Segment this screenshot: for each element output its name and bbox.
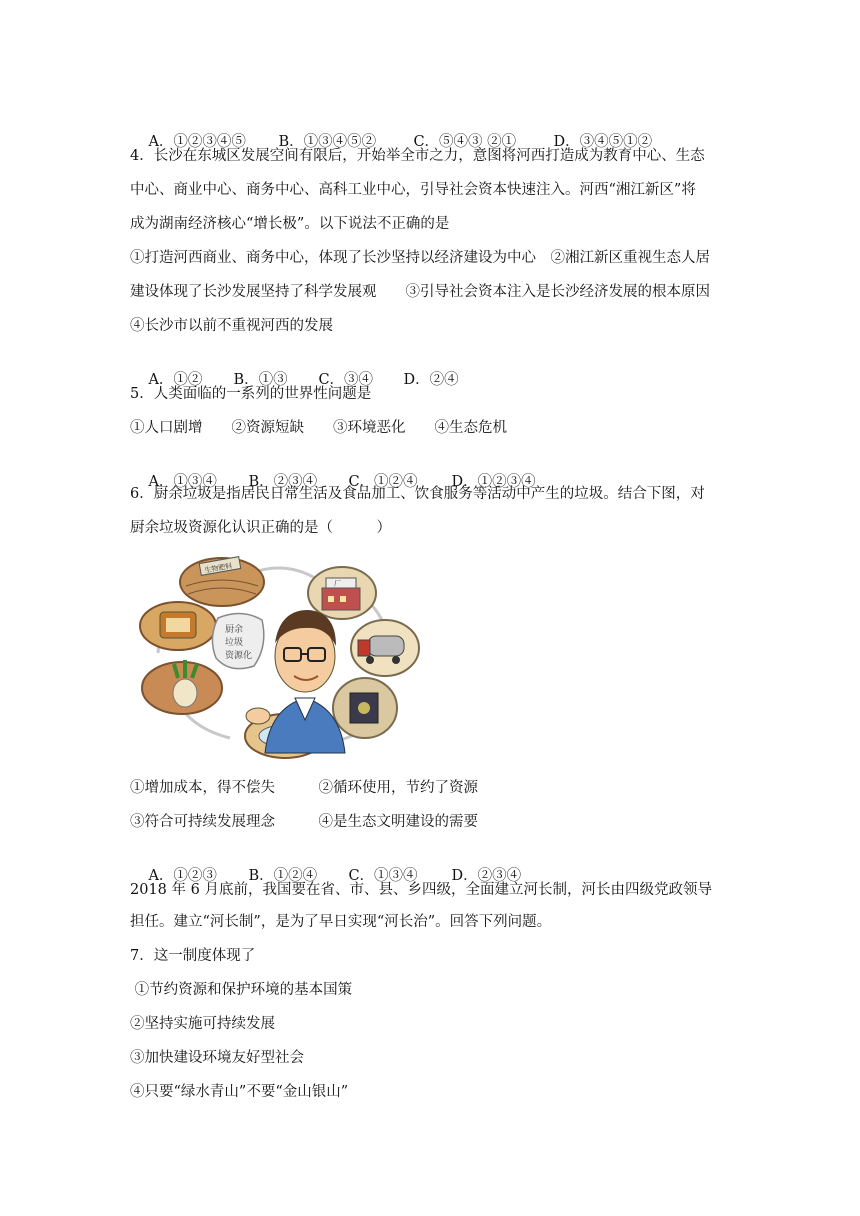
food-waste-recycling-cartoon (130, 548, 430, 760)
sign-top-text: 生物肥料 (203, 561, 233, 575)
q5-option-b: B．②③④ (248, 474, 318, 490)
q4-item-line-3: ④长沙市以前不重视河西的发展 (130, 318, 333, 334)
processing-machine-oval (333, 678, 397, 738)
q4-stem-line-2: 中心、商业中心、商务中心、高科工业中心，引导社会资本快速注入。河西“湘江新区”将 (130, 182, 696, 198)
factory-sign-text: 厂 (334, 580, 341, 588)
cartoon-illustration (130, 548, 430, 760)
q3-option-d: D．③④⑤①② (553, 134, 653, 150)
q4-option-d: D．②④ (403, 372, 459, 388)
q5-stem: 5．人类面临的一系列的世界性问题是 (130, 386, 372, 402)
passage-line-2: 担任。建立“河长制”，是为了早日实现“河长治”。回答下列问题。 (130, 914, 552, 930)
q5-option-d: D．①②③④ (451, 474, 536, 490)
q6-option-d: D．②③④ (451, 868, 522, 884)
q4-option-a: A．①② (148, 372, 203, 388)
q4-stem-line-3: 成为湖南经济核心“增长极”。以下说法不正确的是 (130, 216, 450, 232)
q6-option-a: A．①②③ (148, 868, 217, 884)
fertilizer-bag-oval (140, 602, 216, 650)
q4-item-line-2: 建设体现了长沙发展坚持了科学发展观 ③引导社会资本注入是长沙经济发展的根本原因 (130, 284, 710, 300)
q4-item-line-1: ①打造河西商业、商务中心，体现了长沙坚持以经济建设为中心 ②湘江新区重视生态人居 (130, 250, 710, 266)
q3-option-a: A．①②③④⑤ (148, 134, 246, 150)
q4-option-b: B．①③ (233, 372, 288, 388)
q6-stem-line-2: 厨余垃圾资源化认识正确的是（ ） (130, 520, 391, 536)
q5-option-c: C．①②④ (348, 474, 418, 490)
farmland-oval (180, 557, 264, 606)
q7-stem: 7．这一制度体现了 (130, 948, 256, 964)
q3-option-b: B．①③④⑤② (278, 134, 377, 150)
q6-option-c: C．①③④ (348, 868, 418, 884)
garbage-truck-oval (351, 620, 419, 676)
q7-item-1: ①节约资源和保护环境的基本国策 (130, 982, 353, 998)
passage-line-1: 2018 年 6 月底前，我国要在省、市、县、乡四级，全面建立河长制，河长由四级党政领导 (130, 882, 712, 898)
q6-item-line-1: ①增加成本，得不偿失 ②循环使用，节约了资源 (130, 780, 478, 796)
q4-option-c: C．③④ (318, 372, 374, 388)
q5-items: ①人口剧增 ②资源短缺 ③环境恶化 ④生态危机 (130, 420, 507, 436)
q6-stem-line-1: 6．厨余垃圾是指居民日常生活及食品加工、饮食服务等活动中产生的垃圾。结合下图，对 (130, 486, 705, 502)
q6-item-line-2: ③符合可持续发展理念 ④是生态文明建设的需要 (130, 814, 478, 830)
q5-option-a: A．①③④ (148, 474, 217, 490)
q7-item-3: ③加快建设环境友好型社会 (130, 1050, 304, 1066)
q7-item-4: ④只要“绿水青山”不要“金山银山” (130, 1084, 349, 1100)
center-label-board (212, 613, 263, 668)
q6-option-b: B．①②④ (248, 868, 318, 884)
center-label-text: 厨余 垃圾 资源化 (225, 625, 253, 661)
q4-stem-line-1: 4．长沙在东城区发展空间有限后，开始举全市之力，意图将河西打造成为教育中心、生态 (130, 148, 705, 164)
q7-item-2: ②坚持实施可持续发展 (130, 1016, 275, 1032)
radish-field-oval (142, 660, 222, 714)
q3-option-c: C．⑤④③ ②① (413, 134, 517, 150)
factory-oval (308, 567, 376, 619)
